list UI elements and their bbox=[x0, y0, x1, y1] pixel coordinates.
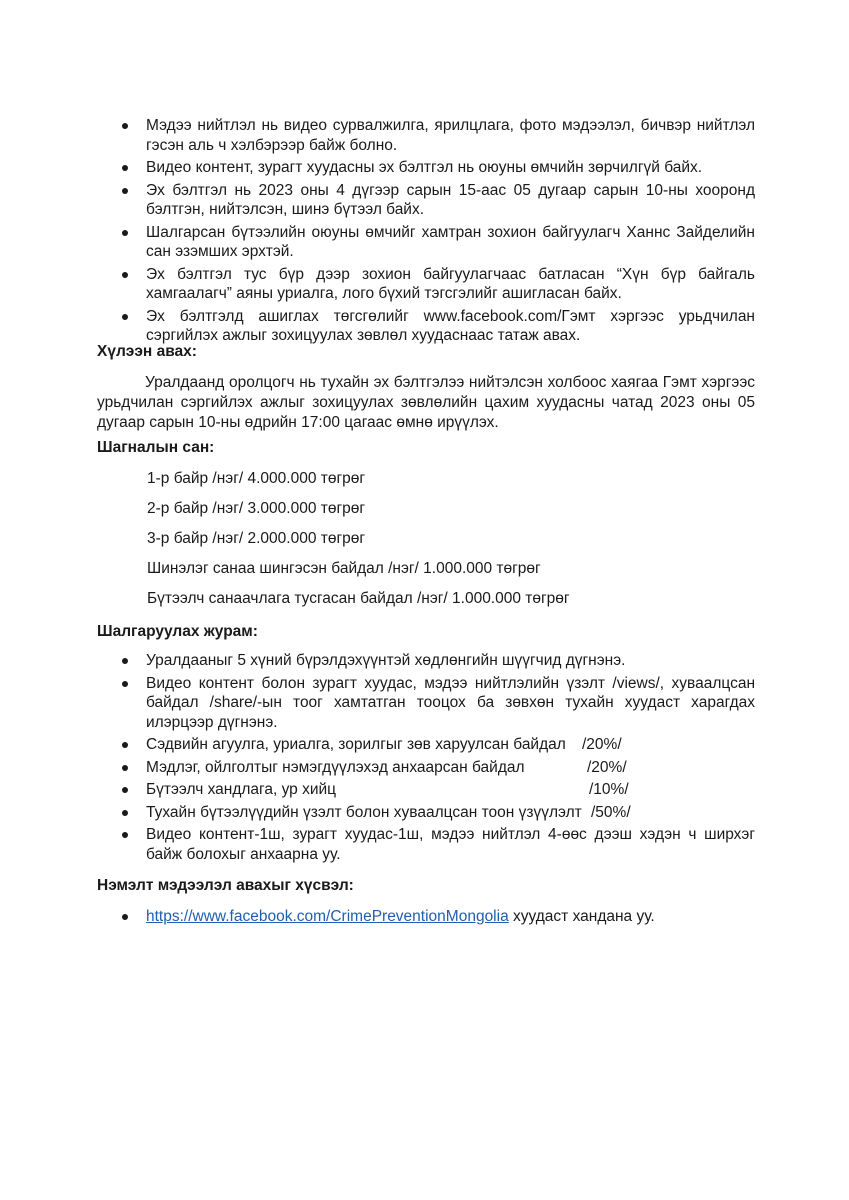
criteria-item bbox=[120, 780, 755, 800]
selection-bullet-list bbox=[120, 651, 755, 867]
criteria-label: Бүтээлч хандлага, ур хийц bbox=[146, 781, 337, 798]
criteria-label: Мэдлэг, ойлголтыг нэмэгдүүлэхэд анхаарсан байдал bbox=[146, 758, 525, 776]
prize-item: 2-р байр /нэг/ 3.000.000 төгрөг bbox=[147, 500, 366, 517]
prize-item: 1-р байр /нэг/ 4.000.000 төгрөг bbox=[147, 470, 366, 487]
list-item: Эх бэлтгэл нь 2023 оны 4 дүгээр сарын 15-аас 05 дугаар сарын 10-ны хооронд бэлтгэн, нийтэлсэн, шинэ бүтээл байх. bbox=[120, 181, 755, 220]
criteria-percent: /20%/ bbox=[582, 736, 622, 753]
criteria-label: Сэдвийн агуулга, уриалга, зорилгыг зөв харуулсан байдал bbox=[146, 736, 566, 753]
receive-paragraph: Уралдаанд оролцогч нь тухайн эх бэлтгэлээ нийтэлсэн холбоос хаягаа Гэмт хэргээс урьдчилан сэргийлэх ажлыг зохицуулах зөвлөлийн цахим хуудасны чатад 2023 оны 05 дугаар сарын 10-ны өдрийн 17:00 цагаас өмнө ирүүлэх. bbox=[97, 374, 755, 431]
list-item: Видео контент болон зурагт хуудас, мэдээ нийтлэлийн үзэлт /views/, хуваалцсан байдал /share/-ын тоог хамтатган тооцох ба зөвхөн тухайн хуудаст харагдах илэрцээр дүгнэнэ. bbox=[120, 674, 755, 733]
list-item: Мэдээ нийтлэл нь видео сурвалжилга, ярилцлага, фото мэдээлэл, бичвэр нийтлэл гэсэн аль ч хэлбэрээр байж болно. bbox=[120, 116, 755, 155]
more-info-heading: Нэмэлт мэдээлэл авахыг хүсвэл: bbox=[97, 877, 354, 894]
prize-item: Бүтээлч санаачлага тусгасан байдал /нэг/ 1.000.000 төгрөг bbox=[147, 590, 570, 607]
list-item: Уралдааныг 5 хүний бүрэлдэхүүнтэй хөдлөнгийн шүүгчид дүгнэнэ. bbox=[120, 651, 755, 671]
link-suffix: хуудаст хандана уу. bbox=[508, 908, 655, 925]
list-item: Эх бэлтгэлд ашиглах төгсгөлийг www.facebook.com/Гэмт хэргээс урьдчилан сэргийлэх ажлыг зохицуулах зөвлөл хуудаснаас татаж авах. bbox=[120, 307, 755, 346]
list-item: Видео контент-1ш, зурагт хуудас-1ш, мэдээ нийтлэл 4-өөс дээш хэдэн ч ширхэг байж болохыг анхаарна уу. bbox=[120, 825, 755, 864]
criteria-percent: /50%/ bbox=[591, 803, 631, 821]
list-item: Видео контент, зурагт хуудасны эх бэлтгэл нь оюуны өмчийн зөрчилгүй байх. bbox=[120, 158, 755, 178]
prize-item: Шинэлэг санаа шингэсэн байдал /нэг/ 1.000.000 төгрөг bbox=[147, 560, 541, 577]
criteria-item bbox=[120, 758, 755, 778]
list-item: Эх бэлтгэл тус бүр дээр зохион байгуулагчаас батласан “Хүн бүр байгаль хамгаалагч” аяны уриалга, лого бүхий тэгсгэлийг ашигласан байх. bbox=[120, 265, 755, 304]
receive-heading: Хүлээн авах: bbox=[97, 343, 197, 360]
prize-item: 3-р байр /нэг/ 2.000.000 төгрөг bbox=[147, 530, 366, 547]
intro-bullet-list bbox=[120, 116, 755, 349]
list-item: Шалгарсан бүтээлийн оюуны өмчийг хамтран зохион байгуулагч Ханнс Зайделийн сан эзэмших эрхтэй. bbox=[120, 223, 755, 262]
selection-heading: Шалгаруулах журам: bbox=[97, 623, 258, 640]
criteria-item bbox=[120, 803, 755, 823]
criteria-percent: /10%/ bbox=[589, 781, 629, 798]
facebook-link[interactable]: https://www.facebook.com/CrimePreventionMongolia bbox=[146, 908, 509, 925]
criteria-item bbox=[120, 735, 755, 755]
prize-fund-heading: Шагналын сан: bbox=[97, 439, 215, 456]
more-info-list bbox=[120, 907, 755, 930]
criteria-label: Тухайн бүтээлүүдийн үзэлт болон хуваалцсан тоон үзүүлэлт bbox=[146, 803, 582, 821]
criteria-percent: /20%/ bbox=[587, 758, 627, 776]
list-item bbox=[120, 907, 755, 927]
